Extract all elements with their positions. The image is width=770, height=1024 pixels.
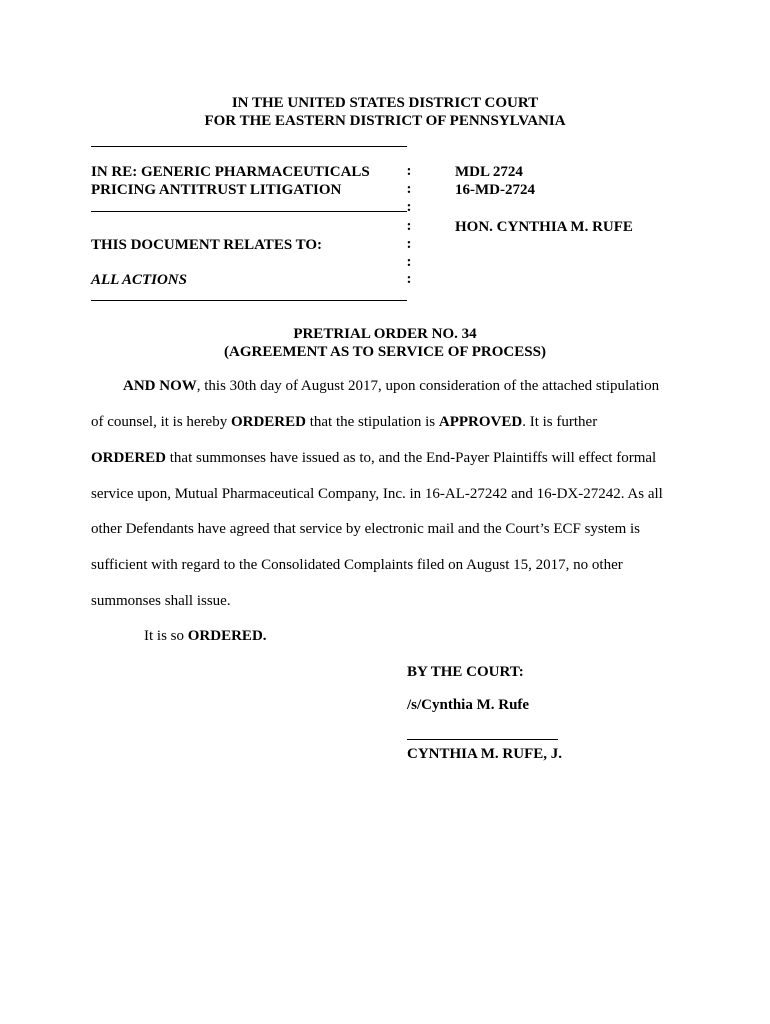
body-text: , this 30th day of August 2017, upon consideration of the attached stipulation [196, 378, 660, 394]
order-title: PRETRIAL ORDER NO. 34 [293, 326, 477, 342]
court-name-line1: IN THE UNITED STATES DISTRICT COURT [231, 95, 539, 111]
body-text: of counsel, it is hereby [91, 414, 231, 430]
body-line-3 [91, 449, 656, 467]
caption-colon: : [406, 271, 412, 287]
body-line-5: other Defendants have agreed that service by electronic mail and the Court’s ECF system is [91, 521, 641, 537]
judge-signature-name: CYNTHIA M. RUFE, J. [407, 746, 563, 762]
by-the-court-label: BY THE COURT: [407, 664, 524, 680]
ordered-text: ORDERED [230, 414, 306, 430]
body-text: that the stipulation is [305, 414, 439, 430]
approved-text: APPROVED [438, 414, 523, 430]
judge-name: HON. CYNTHIA M. RUFE [455, 219, 633, 235]
caption-middle-rule [91, 211, 407, 212]
mdl-number: MDL 2724 [455, 164, 523, 180]
ordered-text: ORDERED [91, 450, 167, 466]
docket-number: 16-MD-2724 [455, 182, 535, 198]
caption-colon: : [406, 181, 412, 197]
case-name-line2: PRICING ANTITRUST LITIGATION [91, 182, 342, 198]
body-text: . It is further [522, 414, 598, 430]
body-line-7: summonses shall issue. [91, 593, 231, 609]
order-subtitle: (AGREEMENT AS TO SERVICE OF PROCESS) [224, 344, 546, 360]
body-line-2 [91, 413, 597, 431]
and-now-text: AND NOW [123, 378, 197, 394]
body-line-4: service upon, Mutual Pharmaceutical Company, Inc. in 16-AL-27242 and 16-DX-27242. As all [91, 486, 663, 502]
case-name-line1: IN RE: GENERIC PHARMACEUTICALS [91, 164, 370, 180]
signature-line [407, 739, 558, 740]
court-name-line2: FOR THE EASTERN DISTRICT OF PENNSYLVANIA [204, 113, 566, 129]
body-text: that summonses have issued as to, and the End-Payer Plaintiffs will effect formal [166, 450, 657, 466]
ordered-text: ORDERED. [187, 628, 267, 644]
caption-bottom-rule [91, 300, 407, 301]
caption-colon: : [406, 163, 412, 179]
body-text: It is so [144, 628, 188, 644]
so-ordered-line [144, 627, 267, 645]
caption-colon: : [406, 199, 412, 215]
caption-top-rule [91, 146, 407, 147]
caption-colon: : [406, 254, 412, 270]
electronic-signature: /s/Cynthia M. Rufe [407, 697, 530, 713]
caption-colon: : [406, 218, 412, 234]
caption-colon: : [406, 236, 412, 252]
body-line-6: sufficient with regard to the Consolidated Complaints filed on August 15, 2017, no other [91, 557, 623, 573]
all-actions-label: ALL ACTIONS [91, 272, 187, 288]
relates-to-label: THIS DOCUMENT RELATES TO: [91, 237, 323, 253]
body-line-1 [123, 377, 659, 395]
